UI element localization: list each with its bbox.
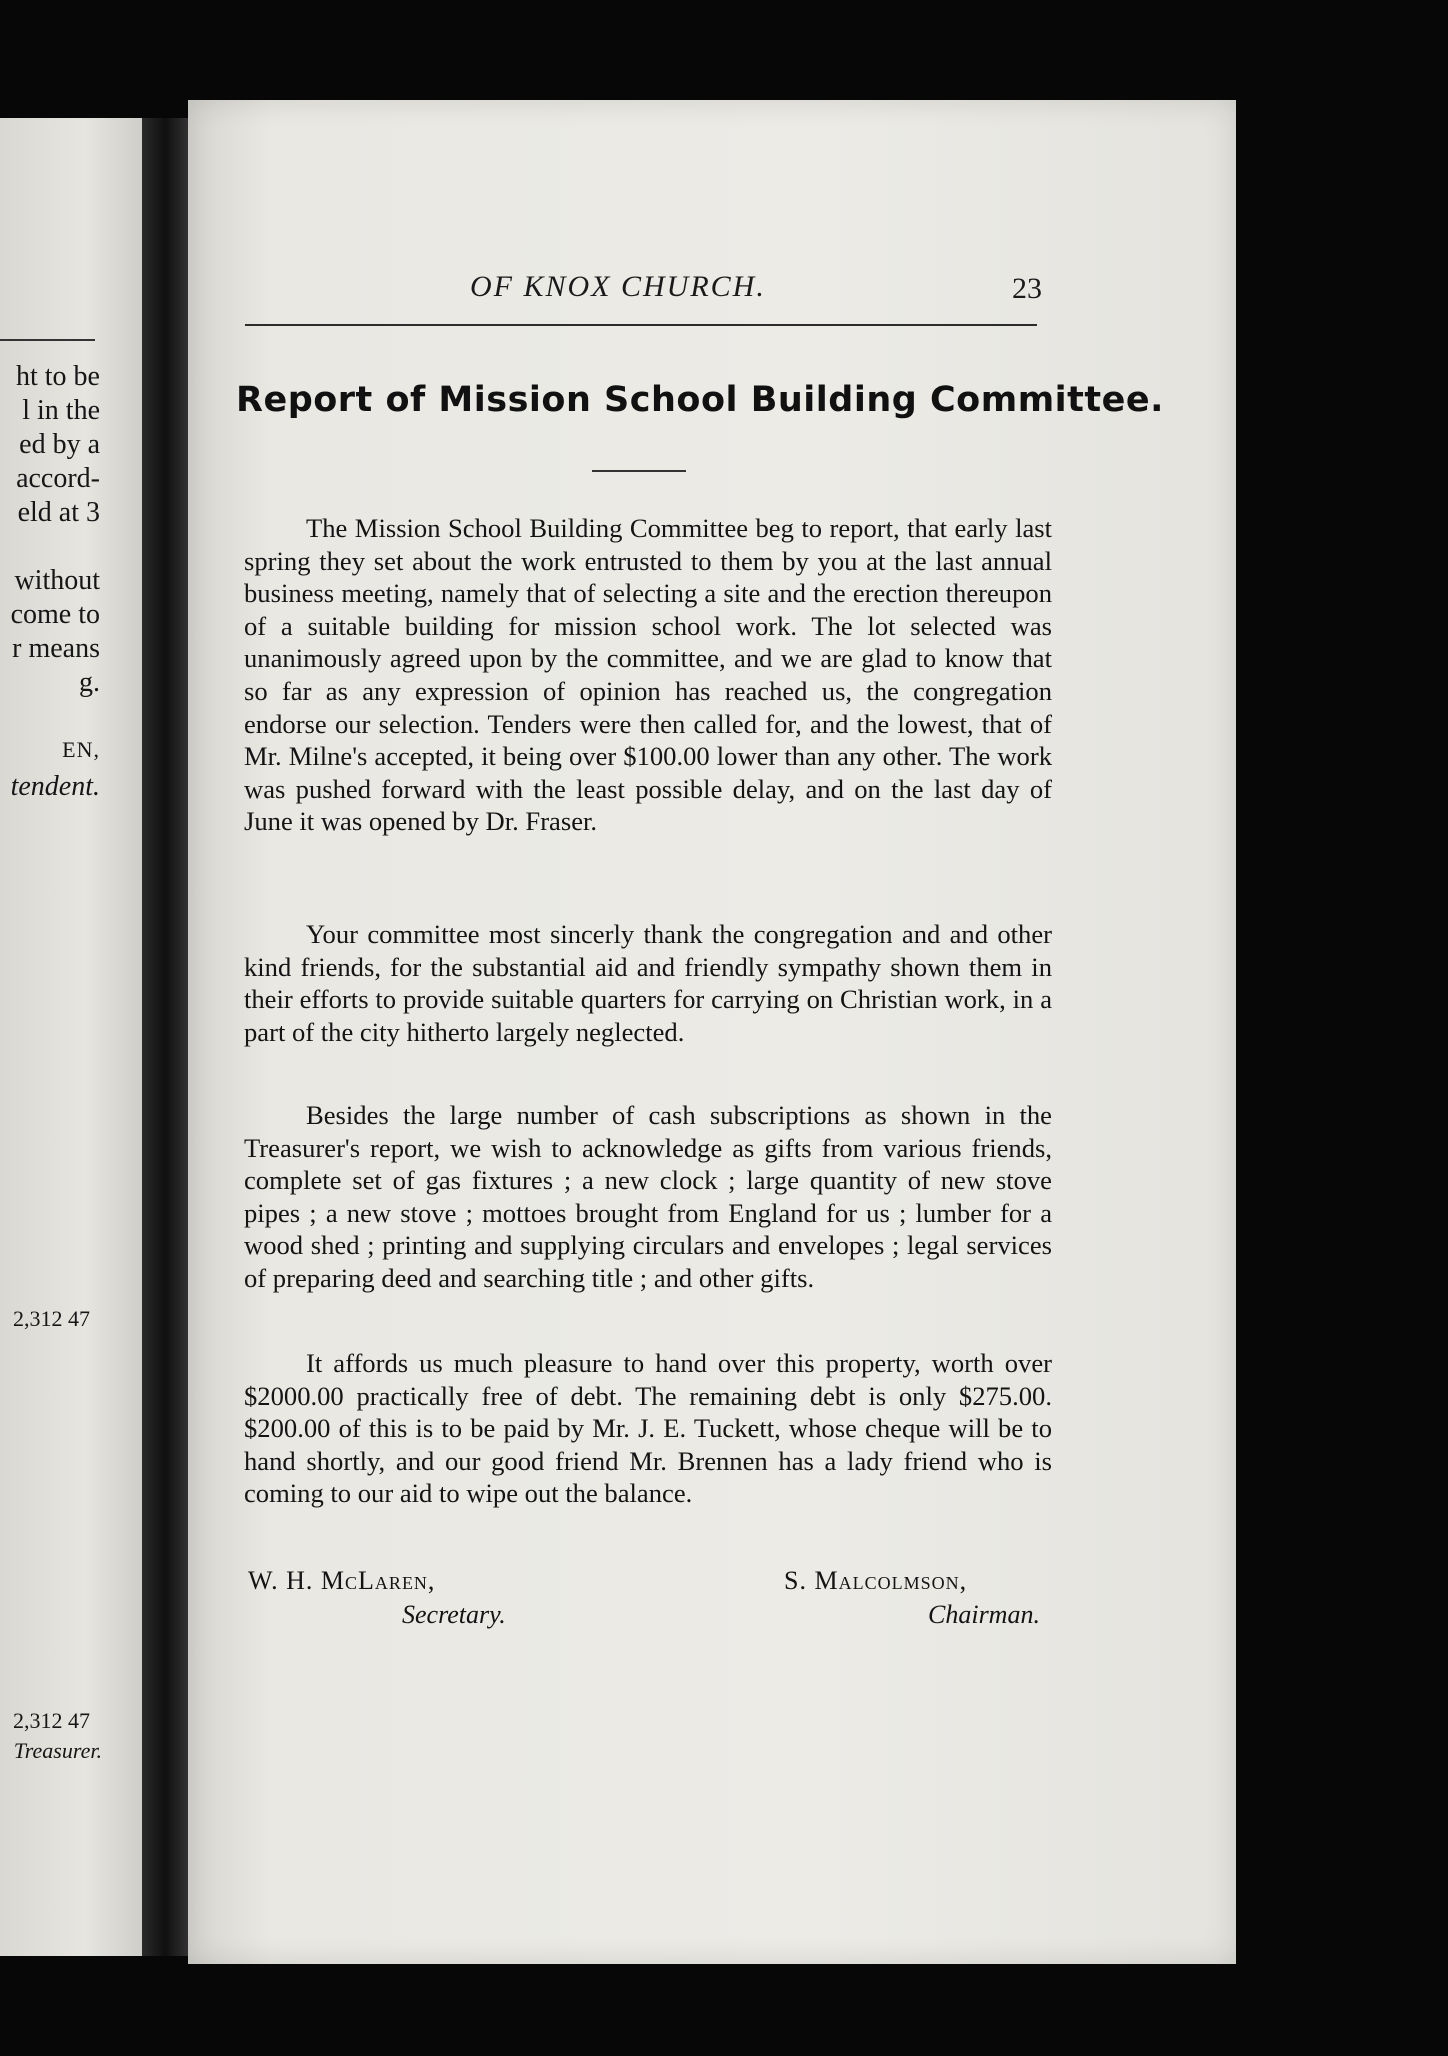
facing-page-rule xyxy=(0,339,95,341)
chairman-name: S. Malcolmson, xyxy=(784,1566,968,1595)
book-gutter xyxy=(142,118,194,1956)
paragraph: Besides the large number of cash subscriptions as shown in the Treasurer's report, we wish to acknowledge as gifts from various friends, complete set of gas fixtures ; a new clock ; large quantity of new stove pipes ; a new stove ; mottoes brought from England for us ; lumber for a wood shed ; printing and supplying circulars and envelopes ; legal services of preparing deed and searching title ; and other gifts. xyxy=(244,1100,1052,1293)
facing-page-fragment: eld at 3 xyxy=(17,497,100,528)
facing-page-fragment: l in the xyxy=(22,395,100,426)
paragraph: It affords us much pleasure to hand over this property, worth over $2000.00 practically free of debt. The remaining debt is only $275.00. $200.00 of this is to be paid by Mr. J. E. Tuckett, whose cheque will be to hand shortly, and our good friend Mr. Brennen has a lady friend who is coming to our aid to wipe out the balance. xyxy=(244,1348,1052,1509)
facing-page-fragment: accord- xyxy=(16,463,100,494)
facing-page-fragment: Treasurer. xyxy=(13,1738,102,1763)
facing-page-fragment: ht to be xyxy=(16,361,100,392)
secretary-name: W. H. McLaren, xyxy=(248,1566,436,1595)
facing-page xyxy=(0,118,142,1956)
facing-page-fragment: EN, xyxy=(62,737,100,762)
paragraph: The Mission School Building Committee beg to report, that early last spring they set about the work entrusted to them by you at the last annual business meeting, namely that of selecting a site and the erection thereupon of a suitable building for mission school work. The lot selected was unanimously agreed upon by the committee, and we are glad to know that so far as any expression of opinion has reached us, the congregation endorse our selection. Tenders were then called for, and the lowest, that of Mr. Milne's accepted, it being over $100.00 lower than any other. The work was pushed forward with the least possible delay, and on the last day of June it was opened by Dr. Fraser. xyxy=(244,513,1052,837)
facing-page-fragment: 2,312 47 xyxy=(13,1306,90,1331)
running-head: OF KNOX CHURCH. xyxy=(470,270,766,303)
facing-page-fragment: r means xyxy=(12,633,100,664)
header-rule xyxy=(245,324,1037,326)
report-title: Report of Mission School Building Committee. xyxy=(236,380,1164,420)
secretary-title: Secretary. xyxy=(402,1600,506,1629)
paragraph: Your committee most sincerly thank the congregation and and other kind friends, for the substantial aid and friendly sympathy shown them in their efforts to provide suitable quarters for carrying on Christian work, in a part of the city hitherto largely neglected. xyxy=(244,919,1052,1047)
facing-page-fragment: ed by a xyxy=(19,429,100,460)
page-number: 23 xyxy=(1012,272,1042,305)
chairman-title: Chairman. xyxy=(928,1600,1040,1629)
facing-page-fragment: come to xyxy=(10,599,100,630)
facing-page-fragment: g. xyxy=(79,667,100,698)
facing-page-fragment: 2,312 47 xyxy=(13,1708,90,1733)
title-rule xyxy=(592,470,686,472)
facing-page-fragment: tendent. xyxy=(10,771,100,802)
facing-page-fragment: without xyxy=(14,565,100,596)
